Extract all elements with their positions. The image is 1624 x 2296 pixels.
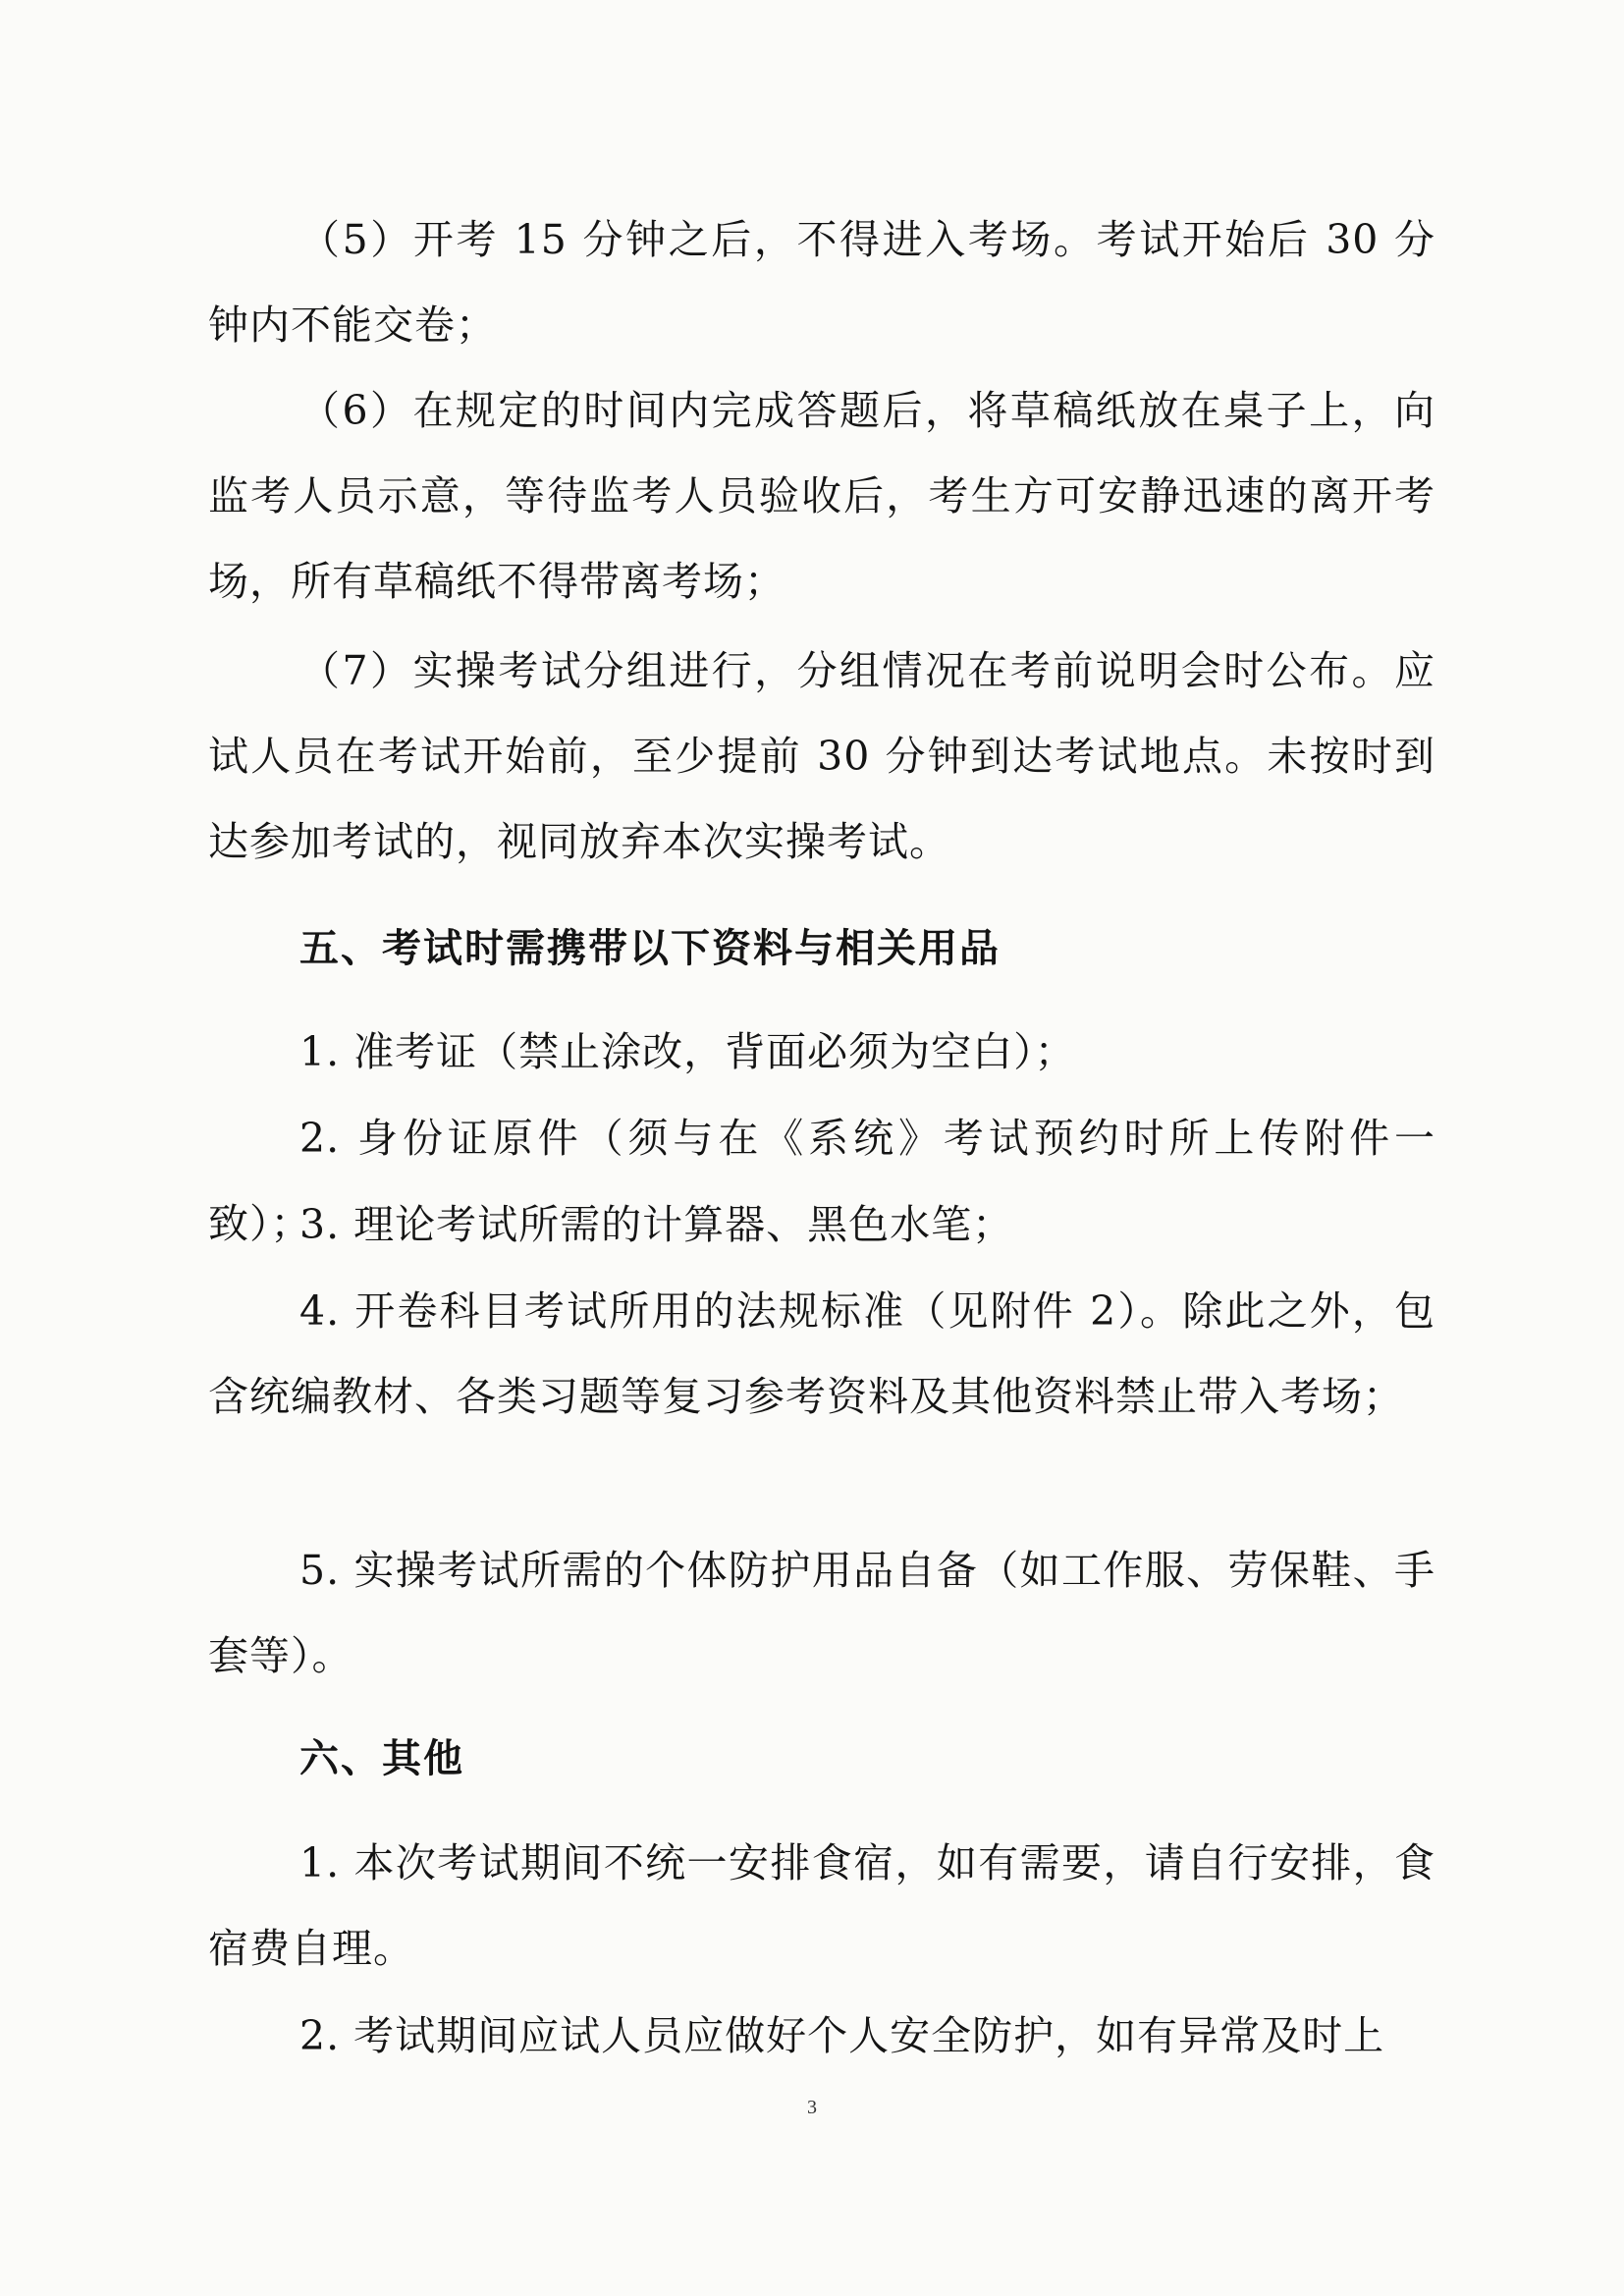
list-item-calculator-pen: 3. 理论考试所需的计算器、黑色水笔； <box>299 1201 1014 1248</box>
list-item-safety: 2. 考试期间应试人员应做好个人安全防护，如有异常及时上 <box>299 2012 1385 2059</box>
paragraph-rule-5: （5）开考 15 分钟之后，不得进入考场。考试开始后 30 分钟内不能交卷； <box>208 216 1435 349</box>
list-item-protective-gear: 5. 实操考试所需的个体防护用品自备（如工作服、劳保鞋、手套等）。 <box>208 1547 1435 1679</box>
section-heading-other: 六、其他 <box>299 1736 464 1781</box>
list-item-admission-ticket: 1. 准考证（禁止涂改，背面必须为空白）； <box>299 1028 1076 1075</box>
list-item-regulations: 4. 开卷科目考试所用的法规标准（见附件 2）。除此之外，包含统编教材、各类习题等复习参考资料及其他资料禁止带入考场； <box>208 1287 1435 1420</box>
list-item-id-card: 2. 身份证原件（须与在《系统》考试预约时所上传附件一致）； <box>208 1115 1435 1247</box>
section-heading-materials: 五、考试时需携带以下资料与相关用品 <box>299 926 1001 971</box>
paragraph-rule-6: （6）在规定的时间内完成答题后，将草稿纸放在桌子上，向监考人员示意，等待监考人员验收后，考生方可安静迅速的离开考场，所有草稿纸不得带离考场； <box>208 387 1435 605</box>
paragraph-rule-7: （7）实操考试分组进行，分组情况在考前说明会时公布。应试人员在考试开始前，至少提前 30 分钟到达考试地点。未按时到达参加考试的，视同放弃本次实操考试。 <box>208 647 1435 865</box>
list-item-accommodation: 1. 本次考试期间不统一安排食宿，如有需要，请自行安排，食宿费自理。 <box>208 1839 1435 1972</box>
page-number: 3 <box>807 2097 817 2118</box>
